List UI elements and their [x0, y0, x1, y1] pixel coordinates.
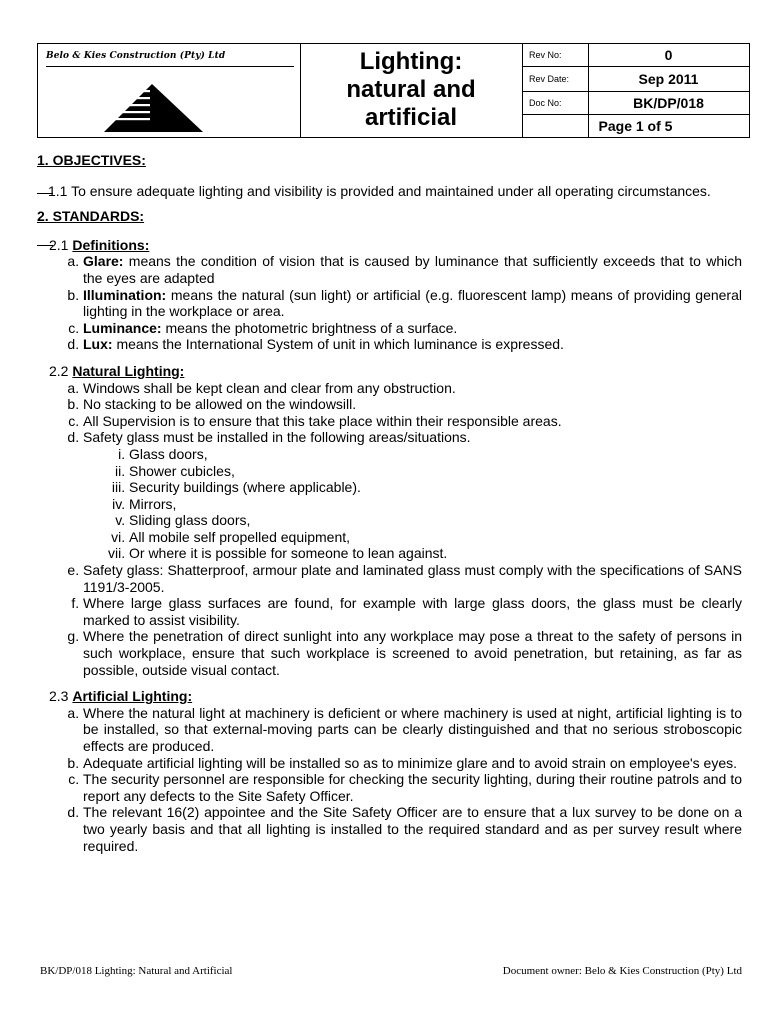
list-item: d. The relevant 16(2) appointee and the Site Safety Officer are to ensure that a lux survey to be done on a two yearly basis and that all lighting is installed to the required standard and as per survey result where required. — [83, 804, 742, 854]
list-item: a. Where the natural light at machinery is deficient or where machinery is used at night, artificial lighting is to be installed, so that external-moving parts can be clearly distinguished and that no serious stroboscopic effects are produced. — [83, 705, 742, 755]
artificial-lighting-list — [37, 705, 742, 854]
list-item: b. Adequate artificial lighting will be installed so as to minimize glare and to avoid strain on employee's eyes. — [83, 755, 742, 772]
section-number: 2.3 — [49, 688, 73, 705]
list-item: iv. Mirrors, — [129, 496, 742, 513]
title-line-2: natural and — [346, 76, 476, 103]
row-divider — [588, 66, 749, 67]
list-item: ii. Shower cubicles, — [129, 463, 742, 480]
natural-lighting-heading — [49, 363, 742, 380]
natural-lighting-list — [37, 380, 742, 679]
list-item — [83, 336, 742, 353]
definition: means the natural (sun light) or artificial (e.g. fluorescent lamp) means of providing general lighting in the workplace or area. — [83, 286, 742, 320]
term: Lux: — [83, 336, 113, 353]
definition: means the International System of unit in which luminance is expressed. — [112, 336, 564, 353]
definitions-heading — [49, 237, 742, 254]
artificial-lighting-heading — [49, 688, 742, 705]
company-logo — [104, 82, 204, 134]
company-cell — [38, 44, 301, 137]
list-item — [83, 253, 742, 286]
list-item: i. Glass doors, — [129, 446, 742, 463]
list-item: g. Where the penetration of direct sunlight into any workplace may pose a threat to the safety of persons in such workplace, ensure that such workplace is screened to avoid penetration, but retaining, as far as possible, outside visual contact. — [83, 628, 742, 678]
rev-date-label: Rev Date: — [529, 74, 570, 84]
standards-heading: 2. STANDARDS: — [37, 208, 145, 225]
list-item: c. The security personnel are responsible for checking the security lighting, during their routine patrols and to report any defects to the Site Safety Officer. — [83, 771, 742, 804]
list-item — [83, 429, 742, 562]
rev-no-value: 0 — [664, 47, 673, 63]
term: Illumination: — [83, 286, 167, 303]
section-title: Natural Lighting: — [72, 362, 185, 379]
footer-doc-title: BK/DP/018 Lighting: Natural and Artificial — [40, 965, 233, 977]
list-item: iii. Security buildings (where applicable). — [129, 479, 742, 496]
row-divider — [522, 114, 588, 115]
definitions-list — [37, 253, 742, 353]
list-item: a. Windows shall be kept clean and clear from any obstruction. — [83, 380, 742, 397]
company-underline — [46, 66, 294, 67]
row-divider — [588, 91, 749, 92]
term: Luminance: — [83, 319, 162, 336]
list-item: c. All Supervision is to ensure that this take place within their responsible areas. — [83, 413, 742, 430]
document-title — [300, 48, 522, 132]
list-item: vii. Or where it is possible for someone to lean against. — [129, 545, 742, 562]
page-number: Page 1 of 5 — [598, 118, 673, 134]
footer-doc-owner: Document owner: Belo & Kies Construction (Pty) Ltd — [502, 965, 742, 977]
list-item — [83, 287, 742, 320]
safety-glass-areas-list — [83, 446, 742, 562]
document-header — [37, 43, 750, 138]
list-item: f. Where large glass surfaces are found, for example with large glass doors, the glass must be clearly marked to assist visibility. — [83, 595, 742, 628]
list-item: e. Safety glass: Shatterproof, armour plate and laminated glass must comply with the specifications of SANS 1191/3-2005. — [83, 562, 742, 595]
doc-no-label: Doc No: — [529, 98, 562, 108]
list-item — [83, 320, 742, 337]
title-line-3: artificial — [364, 104, 458, 131]
list-item-text: Safety glass must be installed in the following areas/situations. — [83, 429, 471, 446]
section-title: Definitions: — [72, 236, 150, 253]
company-name: Belo & Kies Construction (Pty) Ltd — [46, 51, 226, 61]
objectives-text: 1.1 To ensure adequate lighting and visibility is provided and maintained under all operating circumstances. — [48, 182, 711, 199]
row-divider — [522, 66, 588, 67]
rev-no-label: Rev No: — [529, 50, 562, 60]
section-title: Artificial Lighting: — [72, 688, 193, 705]
row-divider — [522, 91, 588, 92]
title-cell — [300, 44, 523, 137]
list-item: vi. All mobile self propelled equipment, — [129, 529, 742, 546]
rev-date-value: Sep 2011 — [638, 71, 699, 87]
term: Glare: — [83, 253, 124, 270]
definition: means the condition of vision that is caused by luminance that sufficiently exceeds that to which the eyes are adapted — [83, 253, 742, 286]
document-body — [37, 152, 742, 854]
list-item: b. No stacking to be allowed on the windowsill. — [83, 396, 742, 413]
section-number: 2.2 — [49, 362, 73, 379]
doc-no-value: BK/DP/018 — [633, 95, 704, 111]
list-item: v. Sliding glass doors, — [129, 512, 742, 529]
title-line-1: Lighting: — [359, 48, 463, 75]
section-number: 2.1 — [49, 236, 73, 253]
row-divider — [588, 114, 749, 115]
objectives-heading: 1. OBJECTIVES: — [37, 152, 146, 168]
definition: means the photometric brightness of a surface. — [161, 319, 458, 336]
